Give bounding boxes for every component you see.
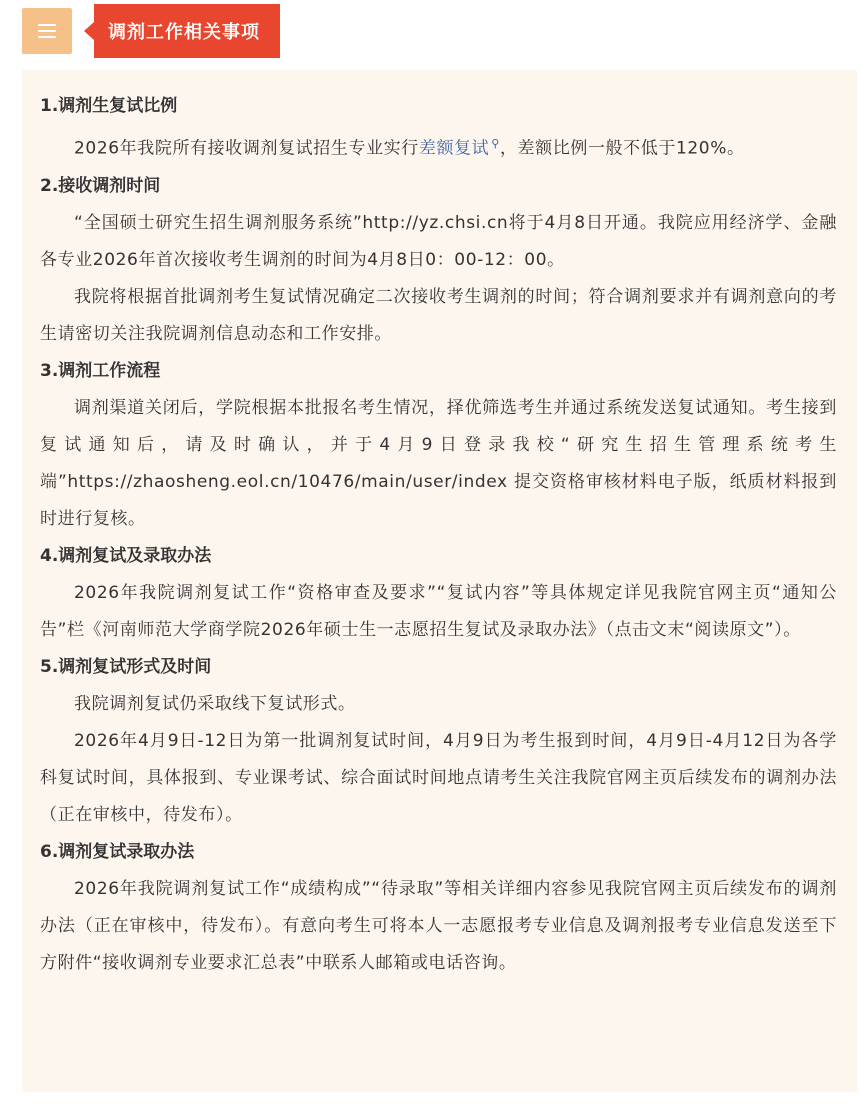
section-5-title: 5.调剂复试形式及时间 — [40, 656, 212, 677]
diff-retest-link[interactable]: 差额复试 — [418, 138, 490, 159]
section-3-title: 3.调剂工作流程 — [40, 360, 161, 381]
section-4-paragraph-1: 2026年我院调剂复试工作“资格审查及要求”“复试内容”等具体规定详见我院官网主页“通知公告”栏《河南师范大学商学院2026年硕士生一志愿招生复试及录取办法》（点击文末“阅读原文”）。 — [40, 582, 837, 640]
section-1-title: 1.调剂生复试比例 — [40, 96, 178, 116]
section-4-title: 4.调剂复试及录取办法 — [40, 545, 212, 566]
section-6-title: 6.调剂复试录取办法 — [40, 841, 195, 862]
banner-arrow — [84, 22, 94, 40]
section-5-paragraph-1: 我院调剂复试仍采取线下复试形式。 — [74, 693, 356, 714]
section-3-paragraph-1: 调剂渠道关闭后，学院根据本批报名考生情况，择优筛选考生并通过系统发送复试通知。考生接到复试通知后，请及时确认，并于4月9日登录我校“研究生招生管理系统考生端”https://zhaosheng.eol.cn/10476/main/user/index 提交资格审核材料电子版，纸质材料报到时进行复核。 — [40, 397, 837, 529]
section-header — [22, 4, 280, 58]
section-2-title: 2.接收调剂时间 — [40, 175, 161, 196]
section-2-paragraph-1: “全国硕士研究生招生调剂服务系统”http://yz.chsi.cn将于4月8日开通。我院应用经济学、金融各专业2026年首次接收考生调剂的时间为4月8日0：00-12：00。 — [40, 212, 837, 270]
section-5-paragraph-2: 2026年4月9日-12日为第一批调剂复试时间，4月9日为考生报到时间，4月9日-4月12日为各学科复试时间，具体报到、专业课考试、综合面试时间地点请考生关注我院官网主页后续发布的调剂办法（正在审核中，待发布）。 — [40, 730, 837, 825]
search-icon[interactable]: ⚲ — [491, 137, 500, 150]
section-6-paragraph-1: 2026年我院调剂复试工作“成绩构成”“待录取”等相关详细内容参见我院官网主页后续发布的调剂办法（正在审核中，待发布）。有意向考生可将本人一志愿报考专业信息及调剂报考专业信息发送至下方附件“接收调剂专业要求汇总表”中联系人邮箱或电话咨询。 — [40, 878, 837, 973]
section-1-text-before: 2026年我院所有接收调剂复试招生专业实行 — [74, 138, 419, 159]
section-2-paragraph-2: 我院将根据首批调剂考生复试情况确定二次接收考生调剂的时间；符合调剂要求并有调剂意向的考生请密切关注我院调剂信息动态和工作安排。 — [40, 286, 837, 344]
section-1-paragraph — [40, 125, 837, 168]
menu-icon — [38, 24, 56, 38]
content-panel — [22, 70, 857, 1092]
menu-button[interactable] — [22, 8, 72, 54]
section-title: 调剂工作相关事项 — [94, 4, 280, 58]
section-1-text-after: ，差额比例一般不低于120%。 — [499, 138, 745, 159]
section-title-banner — [84, 4, 280, 58]
